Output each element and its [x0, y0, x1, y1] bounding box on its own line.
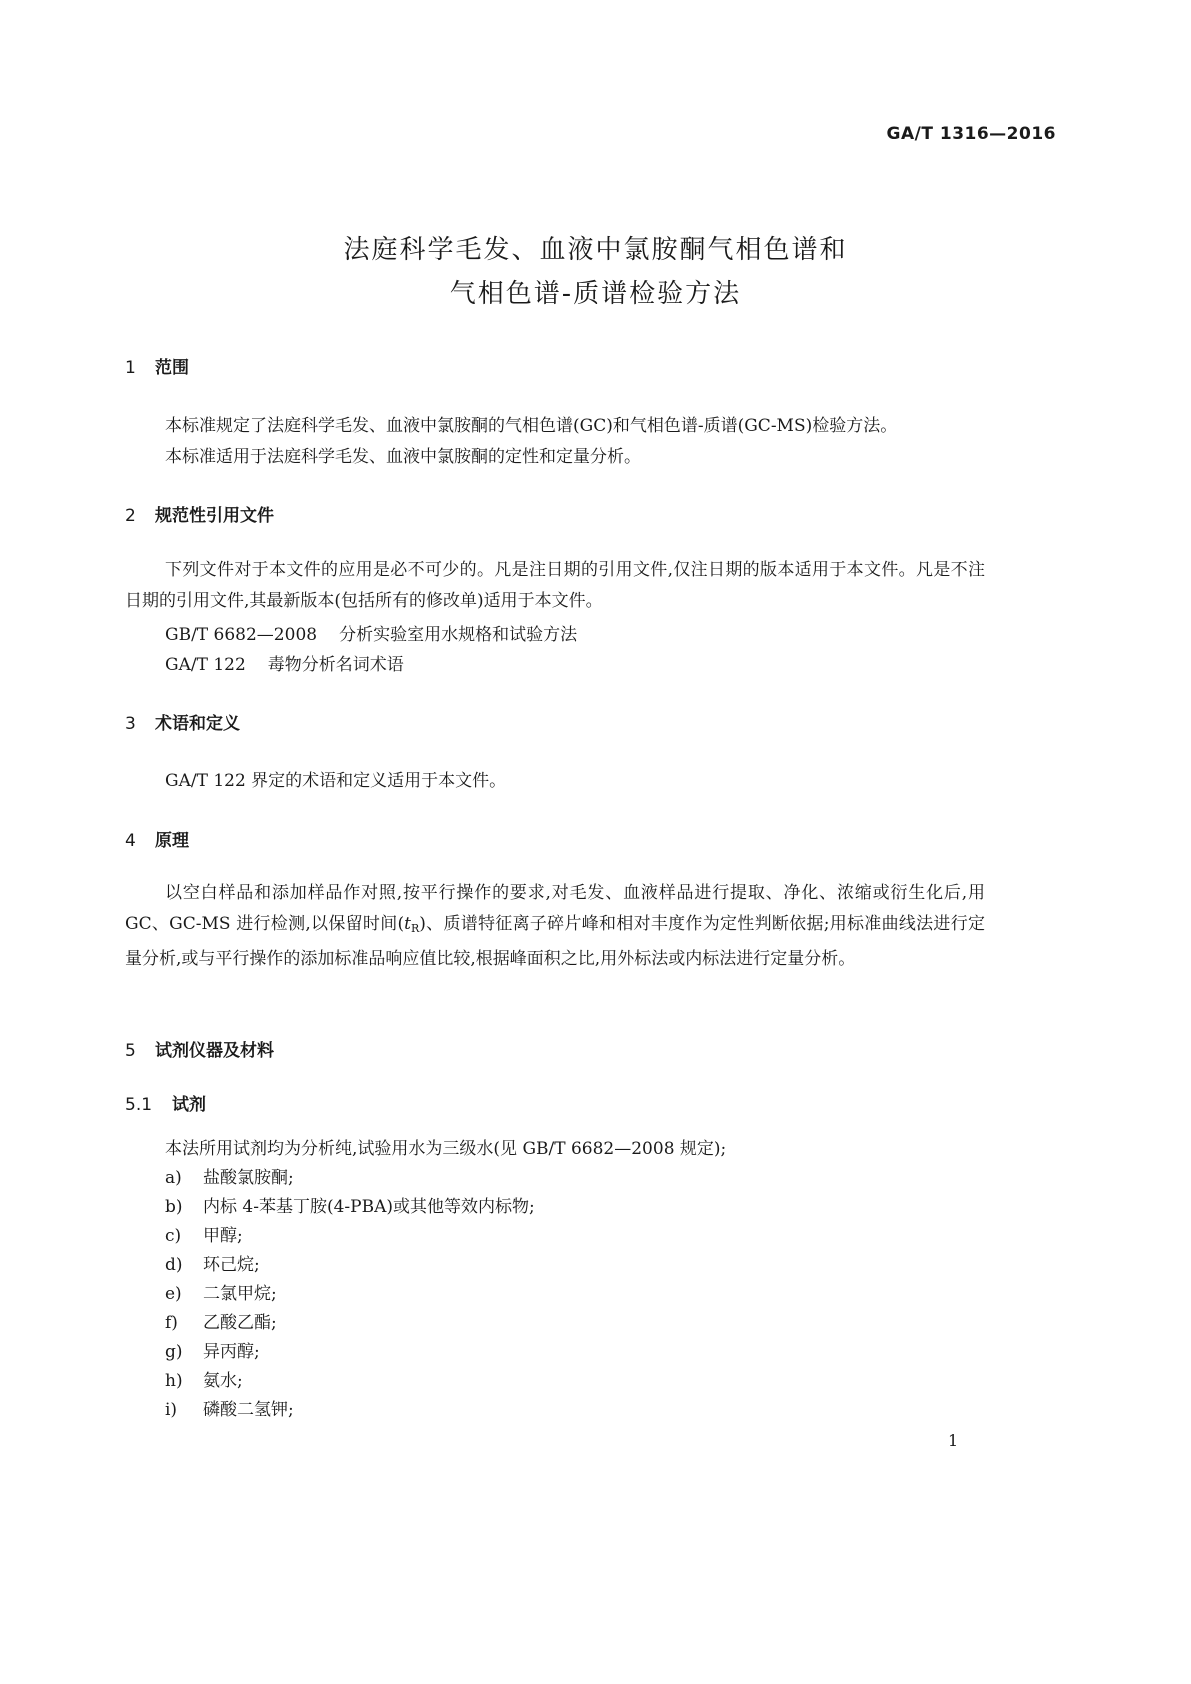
section-2-heading — [125, 501, 274, 526]
section-number: 3 — [125, 714, 136, 734]
reference-2 — [165, 650, 404, 675]
section-title: 规范性引用文件 — [155, 506, 274, 526]
title-line-1: 法庭科学毛发、血液中氯胺酮气相色谱和 — [343, 235, 848, 265]
section-3-heading — [125, 709, 240, 734]
list-item — [165, 1192, 535, 1217]
reagents-intro: 本法所用试剂均为分析纯,试验用水为三级水(见 GB/T 6682—2008 规定); — [165, 1139, 727, 1159]
list-item-text: 二氯甲烷; — [203, 1284, 277, 1304]
section-1-paragraph-2: 本标准适用于法庭科学毛发、血液中氯胺酮的定性和定量分析。 — [165, 447, 641, 467]
section-title: 原理 — [155, 831, 189, 851]
section-2-paragraph: 下列文件对于本文件的应用是必不可少的。凡是注日期的引用文件,仅注日期的版本适用于本文件。凡是不注日期的引用文件,其最新版本(包括所有的修改单)适用于本文件。 — [125, 560, 985, 611]
section-number: 2 — [125, 506, 136, 526]
section-4-heading — [125, 826, 189, 851]
list-item-label: e) — [165, 1284, 182, 1304]
reference-code: GB/T 6682—2008 — [165, 625, 318, 645]
list-item — [165, 1279, 277, 1304]
list-item-label: h) — [165, 1371, 183, 1391]
page-number: 1 — [948, 1431, 959, 1450]
section-title: 试剂仪器及材料 — [155, 1041, 274, 1061]
list-item-label: f) — [165, 1313, 178, 1333]
list-item-label: b) — [165, 1197, 183, 1217]
retention-time-symbol: t — [404, 914, 411, 934]
section-4-paragraph — [125, 878, 985, 975]
list-item — [165, 1395, 294, 1420]
section-number: 1 — [125, 358, 136, 378]
principle-text-part-2: )、质谱特征离子碎片峰和相对丰度作为定性判断依据;用标准曲线法进行定量分析,或与平行操作的添加标准品响应值比较,根据峰面积之比,用外标法或内标法进行定量分析。 — [125, 914, 985, 969]
subsection-5-1-heading — [125, 1090, 206, 1115]
reference-title: 分析实验室用水规格和试验方法 — [339, 625, 578, 645]
list-item-text: 甲醇; — [203, 1226, 243, 1246]
list-item-text: 磷酸二氢钾; — [203, 1400, 294, 1420]
list-item-label: i) — [165, 1400, 178, 1420]
reference-1 — [165, 620, 577, 645]
section-title: 术语和定义 — [155, 714, 240, 734]
list-item-text: 环己烷; — [203, 1255, 260, 1275]
subsection-number: 5.1 — [125, 1095, 153, 1115]
list-item — [165, 1163, 294, 1188]
section-title: 范围 — [155, 358, 189, 378]
list-item-text: 乙酸乙酯; — [203, 1313, 277, 1333]
section-5-heading — [125, 1036, 274, 1061]
document-title — [0, 228, 1191, 316]
list-item — [165, 1337, 260, 1362]
reference-code: GA/T 122 — [165, 655, 246, 675]
list-item-text: 异丙醇; — [203, 1342, 260, 1362]
list-item-label: c) — [165, 1226, 182, 1246]
list-item-label: g) — [165, 1342, 183, 1362]
section-1-heading — [125, 353, 189, 378]
section-1-paragraph-1: 本标准规定了法庭科学毛发、血液中氯胺酮的气相色谱(GC)和气相色谱-质谱(GC-MS)检验方法。 — [165, 416, 898, 436]
list-item — [165, 1366, 243, 1391]
principle-text-part-1: 以空白样品和添加样品作对照,按平行操作的要求,对毛发、血液样品进行提取、净化、浓缩或衍生化后,用 GC、GC-MS 进行检测,以保留时间( — [125, 883, 985, 934]
list-item — [165, 1250, 260, 1275]
retention-time-subscript: R — [410, 922, 420, 935]
list-item-label: d) — [165, 1255, 183, 1275]
list-item-text: 盐酸氯胺酮; — [203, 1168, 294, 1188]
reference-title: 毒物分析名词术语 — [267, 655, 404, 675]
list-item-label: a) — [165, 1168, 182, 1188]
list-item-text: 氨水; — [203, 1371, 243, 1391]
section-3-paragraph: GA/T 122 界定的术语和定义适用于本文件。 — [165, 771, 507, 791]
list-item — [165, 1308, 277, 1333]
title-line-2: 气相色谱-质谱检验方法 — [449, 279, 742, 309]
list-item — [165, 1221, 243, 1246]
list-item-text: 内标 4-苯基丁胺(4-PBA)或其他等效内标物; — [203, 1197, 535, 1217]
section-number: 5 — [125, 1041, 136, 1061]
section-number: 4 — [125, 831, 136, 851]
standard-code: GA/T 1316—2016 — [886, 124, 1056, 144]
subsection-title: 试剂 — [172, 1095, 206, 1115]
